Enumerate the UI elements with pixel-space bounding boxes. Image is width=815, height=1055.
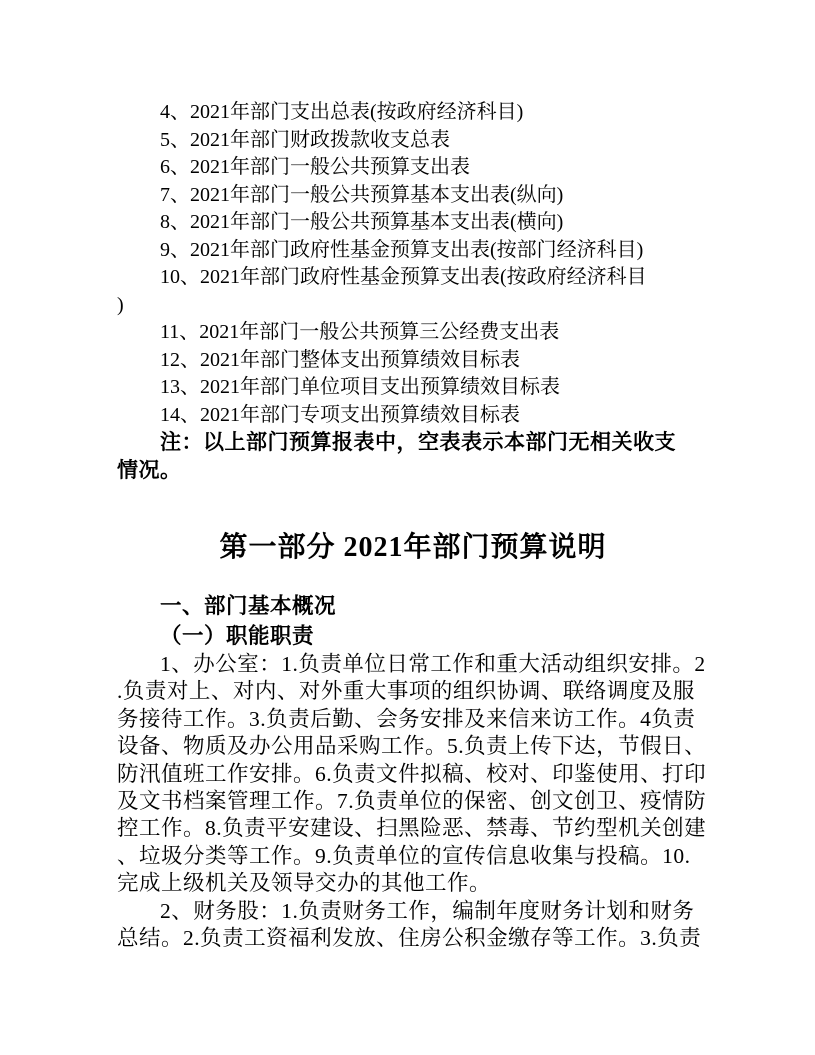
text-line: 设备、物质及办公用品采购工作。5.负责上传下达，节假日、 — [117, 734, 707, 759]
text-line: .负责对上、对内、对外重大事项的组织协调、联络调度及服 — [117, 679, 695, 704]
text-line: 14、2021年部门专项支出预算绩效目标表 — [160, 403, 520, 426]
paragraph-finance-duties — [117, 898, 709, 953]
text-line: ) — [117, 293, 124, 316]
text-line: 、垃圾分类等工作。9.负责单位的宣传信息收集与投稿。10. — [117, 843, 691, 868]
text-line: 12、2021年部门整体支出预算绩效目标表 — [160, 348, 520, 371]
text-line: 情况。 — [117, 457, 182, 482]
text-line: 防汛值班工作安排。6.负责文件拟稿、校对、印鉴使用、打印 — [117, 761, 707, 786]
text-line: 7、2021年部门一般公共预算基本支出表(纵向) — [160, 183, 564, 206]
text-line: 13、2021年部门单位项目支出预算绩效目标表 — [160, 376, 560, 398]
text-line: 11、2021年部门一般公共预算三公经费支出表 — [160, 321, 560, 343]
paragraph-office-duties — [117, 651, 709, 898]
text-line: 8、2021年部门一般公共预算基本支出表(横向) — [160, 211, 564, 233]
text-line: 完成上级机关及领导交办的其他工作。 — [117, 871, 492, 896]
text-line: 10、2021年部门政府性基金预算支出表(按政府经济科目 — [160, 266, 647, 288]
text-line: 控工作。8.负责平安建设、扫黑险恶、禁毒、节约型机关创建 — [117, 816, 707, 841]
text-line: 6、2021年部门一般公共预算支出表 — [160, 156, 470, 178]
subsection-heading-duties: （一）职能职责 — [160, 624, 315, 648]
text-line: 1、办公室：1.负责单位日常工作和重大活动组织安排。2 — [160, 652, 706, 676]
note — [117, 429, 709, 484]
section-heading-basic-overview: 一、部门基本概况 — [160, 594, 337, 618]
text-line: 务接待工作。3.负责后勤、会务安排及来信来访工作。4负责 — [117, 706, 696, 731]
text-line: 4、2021年部门支出总表(按政府经济科目) — [160, 101, 524, 123]
budget-table-list — [117, 99, 709, 429]
text-line: 5、2021年部门财政拨款收支总表 — [160, 128, 450, 151]
text-line: 9、2021年部门政府性基金预算支出表(按部门经济科目) — [160, 238, 644, 261]
text-line: 注：以上部门预算报表中，空表表示本部门无相关收支 — [160, 430, 676, 454]
text-line: 总结。2.负责工资福利发放、住房公积金缴存等工作。3.负责 — [117, 925, 702, 950]
text-line: 及文书档案管理工作。7.负责单位的保密、创文创卫、疫情防 — [117, 788, 707, 813]
text-line: 2、财务股：1.负责财务工作，编制年度财务计划和财务 — [160, 898, 695, 923]
part-heading: 第一部分 2021年部门预算说明 — [219, 532, 607, 563]
